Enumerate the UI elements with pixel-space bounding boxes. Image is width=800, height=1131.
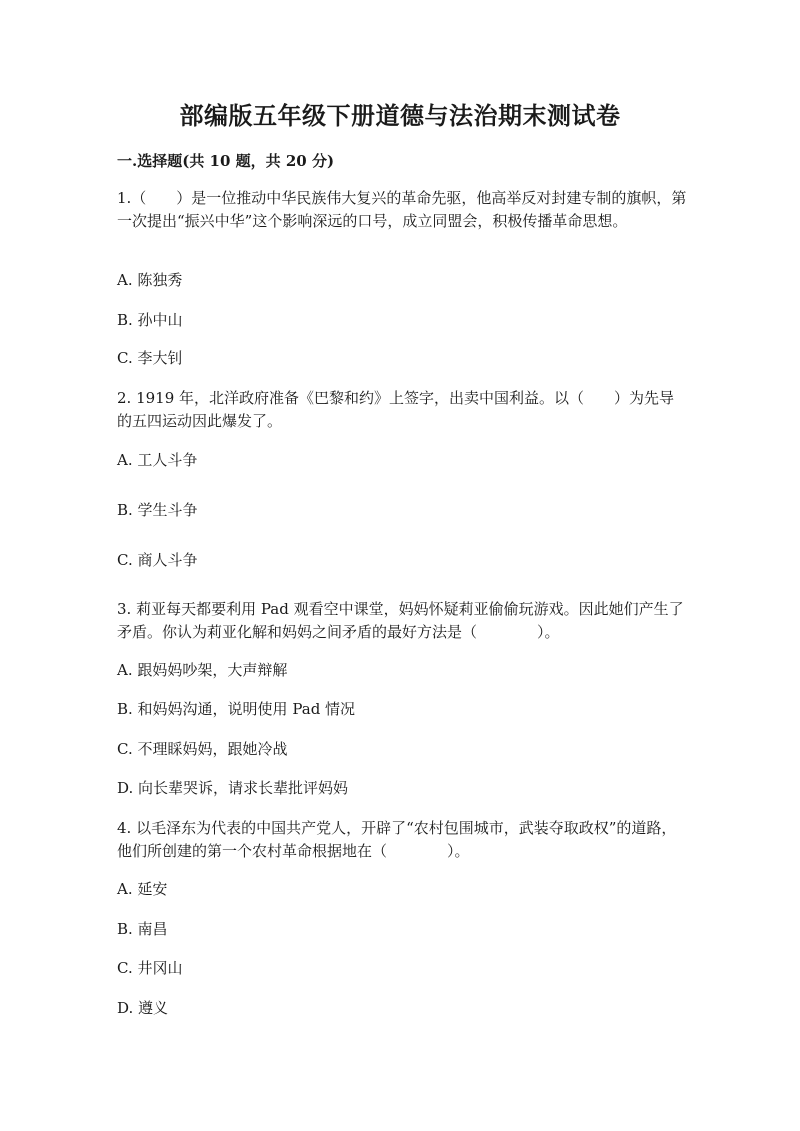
question-4-option-a: A. 延安 <box>117 880 168 898</box>
question-2-option-b: B. 学生斗争 <box>117 501 198 519</box>
question-4-stem: 4. 以毛泽东为代表的中国共产党人，开辟了“农村包围城市，武装夺取政权”的道路，他们所创建的第一个农村革命根据地在（ ）。 <box>117 819 677 860</box>
question-4-option-d: D. 遵义 <box>117 999 169 1017</box>
question-1-option-c: C. 李大钊 <box>117 349 183 367</box>
question-4-option-b: B. 南昌 <box>117 920 168 938</box>
page-title: 部编版五年级下册道德与法治期末测试卷 <box>179 101 621 130</box>
question-2-option-c: C. 商人斗争 <box>117 551 198 569</box>
question-2-stem: 2. 1919 年，北洋政府准备《巴黎和约》上签字，出卖中国利益。以（ ）为先导的五四运动因此爆发了。 <box>117 389 675 430</box>
question-3-option-b: B. 和妈妈沟通，说明使用 Pad 情况 <box>117 700 356 718</box>
question-3-option-d: D. 向长辈哭诉，请求长辈批评妈妈 <box>117 779 349 797</box>
question-1-option-b: B. 孙中山 <box>117 311 183 329</box>
question-1-stem: 1.（ ）是一位推动中华民族伟大复兴的革命先驱，他高举反对封建专制的旗帜，第一次提出“振兴中华”这个影响深远的口号，成立同盟会，积极传播革命思想。 <box>117 189 687 230</box>
question-3-stem: 3. 莉亚每天都要利用 Pad 观看空中课堂，妈妈怀疑莉亚偷偷玩游戏。因此她们产生了矛盾。你认为莉亚化解和妈妈之间矛盾的最好方法是（ ）。 <box>117 600 684 641</box>
question-4-option-c: C. 井冈山 <box>117 959 183 977</box>
question-1-option-a: A. 陈独秀 <box>117 271 183 289</box>
question-2-option-a: A. 工人斗争 <box>117 451 198 469</box>
question-3-option-a: A. 跟妈妈吵架，大声辩解 <box>117 661 288 679</box>
question-3-option-c: C. 不理睬妈妈，跟她冷战 <box>117 740 288 758</box>
section-heading: 一.选择题(共 10 题，共 20 分) <box>117 152 335 170</box>
